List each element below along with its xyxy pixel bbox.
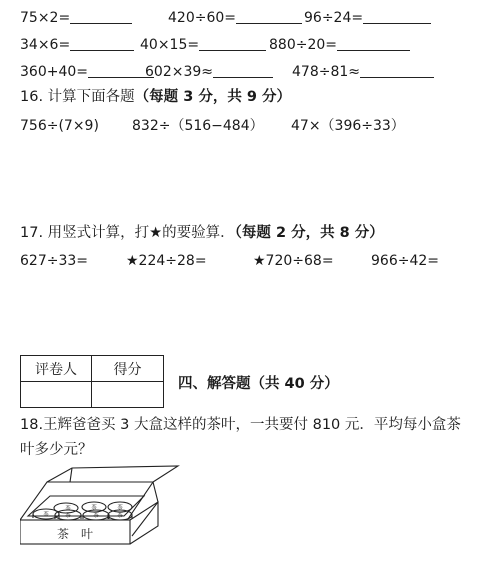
answer-blank[interactable]	[236, 9, 302, 24]
small-box-label: 茶	[93, 513, 99, 519]
question-16-item: 47×（396÷33）	[291, 118, 405, 134]
score-table-grader-header: 评卷人	[21, 356, 92, 382]
question-17-item: ★224÷28=	[126, 253, 207, 269]
tea-box-label: 茶 叶	[56, 527, 94, 541]
calc-item: 420÷60=	[168, 9, 302, 27]
question-17-title: 17. 用竖式计算，打★的要验算．	[20, 225, 235, 241]
calc-item: 880÷20=	[269, 36, 410, 54]
question-16-score: （每题 3 分，共 9 分）	[134, 89, 292, 105]
question-16-heading	[20, 88, 291, 106]
score-table-score-header: 得分	[92, 356, 164, 382]
calc-item: 602×39≈	[145, 63, 273, 81]
question-17-item: ★720÷68=	[253, 253, 334, 269]
calc-item: 478÷81≈	[292, 63, 434, 81]
answer-blank[interactable]	[213, 63, 273, 78]
question-16-item: 832÷（516−484）	[132, 118, 264, 134]
section-4-title: 四、解答题（共 40 分）	[178, 376, 339, 392]
small-box-label: 茶	[65, 513, 71, 519]
answer-blank[interactable]	[360, 63, 434, 78]
question-18-text: 18.王辉爸爸买 3 大盒这样的茶叶，一共要付 810 元．平均每小盒茶叶多少元？	[20, 417, 461, 458]
question-16-title: 16. 计算下面各题	[20, 89, 135, 105]
answer-blank[interactable]	[70, 36, 134, 51]
small-box-label: 茶	[117, 513, 123, 519]
answer-blank[interactable]	[337, 36, 410, 51]
calc-item: 40×15=	[140, 36, 266, 54]
answer-blank[interactable]	[363, 9, 431, 24]
small-box-label: 茶	[65, 506, 71, 512]
calc-item: 34×6=	[20, 36, 134, 54]
calc-item: 75×2=	[20, 9, 132, 27]
small-box-label: 茶	[91, 505, 97, 511]
question-17-heading	[20, 224, 384, 242]
small-box-label: 茶	[43, 512, 49, 518]
calc-item: 360+40=	[20, 63, 154, 81]
question-17-item: 627÷33=	[20, 253, 88, 269]
question-17-item: 966÷42=	[371, 253, 439, 269]
answer-blank[interactable]	[70, 9, 132, 24]
calc-item: 96÷24=	[304, 9, 431, 27]
question-17-score: （每题 2 分，共 8 分）	[234, 225, 384, 241]
score-table-score-cell[interactable]	[92, 382, 164, 408]
score-table	[20, 355, 164, 408]
tea-box-illustration	[20, 462, 182, 546]
score-table-grader-cell[interactable]	[21, 382, 92, 408]
small-box-label: 茶	[117, 505, 123, 511]
answer-blank[interactable]	[199, 36, 266, 51]
question-16-item: 756÷(7×9)	[20, 118, 99, 134]
